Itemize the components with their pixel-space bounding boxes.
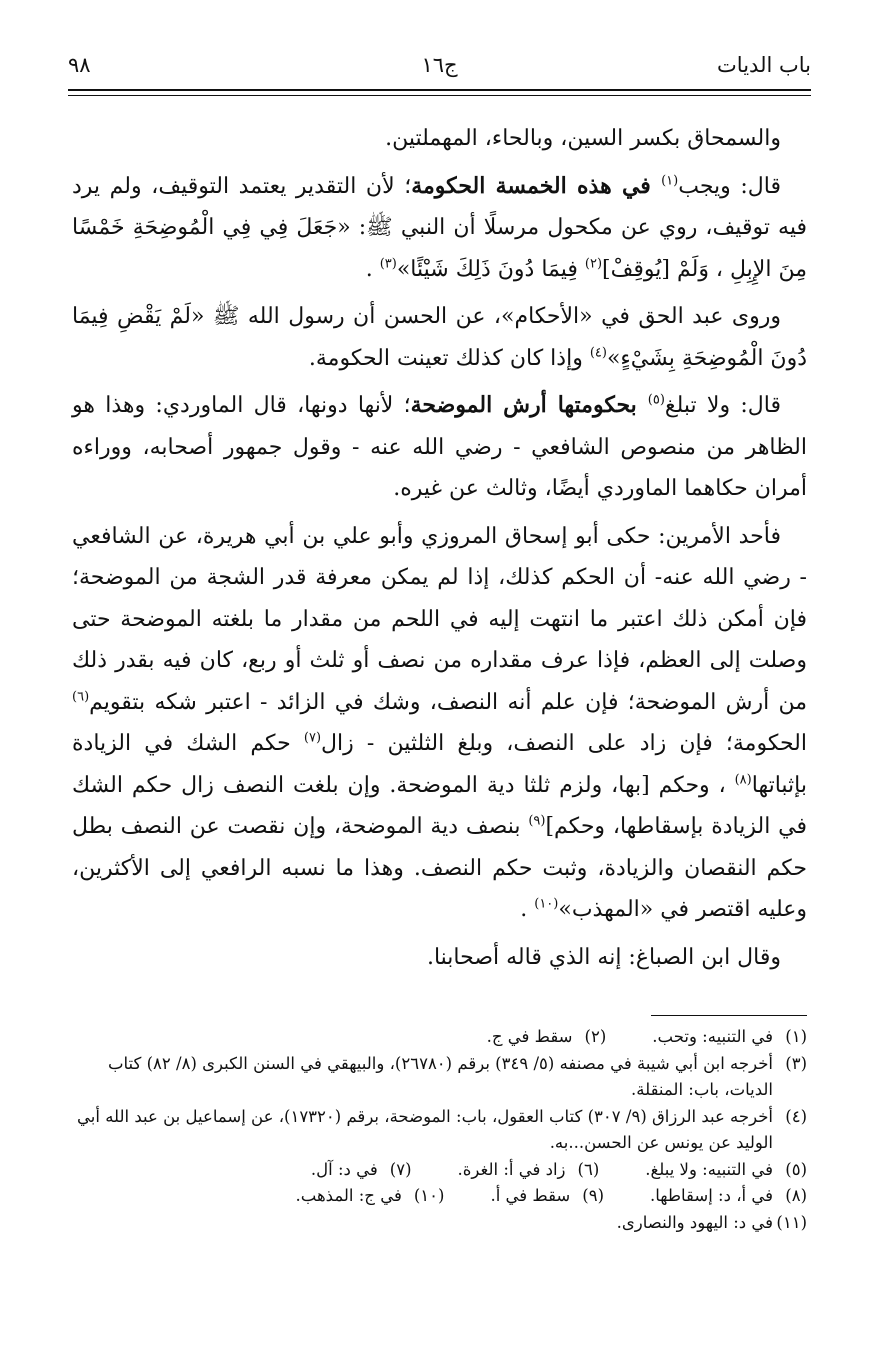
footnote-ref-2[interactable]: (٢) bbox=[584, 256, 603, 272]
footnote-row bbox=[72, 1024, 807, 1051]
paragraph-4: قال: ولا تبلغ$^{(٥)}$ بحكومتها أرش الموضحة؛ لأنها دونها، قال الماوردي: وهذا هو الظاهر من منصوص الشافعي - رضي الله عنه - وقول جمهور أصحابه، ووراءه أمران حكاهما الماوردي أيضًا، وثالث عن غيره. bbox=[72, 392, 807, 501]
footnote-5: في التنبيه: ولا يبلغ. bbox=[645, 1159, 773, 1179]
volume-number: ج١٦ bbox=[421, 53, 458, 77]
footnote-number: (١) bbox=[785, 1027, 807, 1046]
footnote-ref-7[interactable]: (٧) bbox=[303, 730, 322, 746]
footnote-6: (٦)زاد في أ: الغرة. bbox=[457, 1159, 600, 1179]
footnote-ref-9[interactable]: (٩) bbox=[528, 813, 546, 829]
main-text bbox=[72, 118, 807, 984]
footnote-ref-3[interactable]: (٣) bbox=[379, 256, 397, 272]
paragraph-3: وروى عبد الحق في «الأحكام»، عن الحسن أن رسول الله ﷺ «لَمْ يَقْضِ فِيمَا دُونَ الْمُوضِحَةِ بِشَيْءٍ»$^{(٤)}$ وإذا كان كذلك تعينت الحكومة. bbox=[72, 304, 807, 371]
paragraph-1: والسمحاق بكسر السين، وبالحاء، المهملتين. bbox=[385, 126, 781, 151]
footnote-ref-10[interactable]: (١٠) bbox=[534, 896, 559, 912]
footnote-number: (٥) bbox=[785, 1159, 807, 1179]
footnote-ref-8[interactable]: (٨) bbox=[734, 772, 752, 788]
footnote-9: (٩)سقط في أ. bbox=[490, 1186, 604, 1205]
header-rule-thick bbox=[68, 89, 811, 91]
footnote-number: (٣) bbox=[785, 1053, 807, 1073]
paragraph-6: وقال ابن الصباغ: إنه الذي قاله أصحابنا. bbox=[426, 944, 781, 970]
footnote-1: في التنبيه: وتحب. bbox=[652, 1027, 773, 1046]
footnote-row bbox=[72, 1157, 807, 1184]
paragraph-2: قال: ويجب$^{(١)}$ في هذه الخمسة الحكومة؛ لأن التقدير يعتمد التوقيف، ولم يرد فيه توقيف، روي عن مكحول مرسلًا أن النبي ﷺ: «جَعَلَ فِي فِي الْمُوضِحَةِ خَمْسًا مِنَ الإِبِلِ ، وَلَمْ [يُوقِفْ]$^{(٢)}$ فِيمَا دُونَ ذَلِكَ شَيْئًا»$^{(٣)}$ . bbox=[72, 172, 807, 282]
footnote-ref-5[interactable]: (٥) bbox=[647, 392, 665, 408]
bold-phrase: بحكومتها أرش الموضحة bbox=[410, 392, 648, 418]
footnote-ref-4[interactable]: (٤) bbox=[589, 345, 607, 361]
running-header bbox=[68, 48, 811, 82]
footnote-row bbox=[72, 1183, 807, 1210]
bold-phrase: في هذه الخمسة الحكومة bbox=[411, 172, 662, 199]
footnote-10: (١٠)في ج: المذهب. bbox=[295, 1186, 445, 1205]
footnote-number: (٨) bbox=[785, 1186, 807, 1205]
footnote-4: (٤) أخرجه عبد الرزاق (٩/ ٣٠٧) كتاب العقول، باب: الموضحة، برقم (١٧٣٢٠)، عن إسماعيل بن عبد الله أبي الوليد عن يونس عن الحسن...به. bbox=[72, 1104, 807, 1157]
page-number: ٩٨ bbox=[68, 53, 91, 77]
footnote-number: (٤) bbox=[785, 1106, 807, 1126]
paragraph-5: فأحد الأمرين: حكى أبو إسحاق المروزي وأبو علي بن أبي هريرة، عن الشافعي - رضي الله عنه- أن الحكم كذلك، إذا لم يمكن معرفة قدر الشجة من الموضحة؛ فإن أمكن ذلك اعتبر ما انتهت إليه في اللحم من مقدار ما بلغته الموضحة حتى وصلت إلى العظم، فإذا عرف مقداره من نصف أو ثلث أو ربع، كان فيه بقدر ذلك من أرش الموضحة؛ فإن علم أنه النصف، وشك في الزائد - اعتبر شكه بتقويم$^{(٦)}$ الحكومة؛ فإن زاد على النصف، وبلغ الثلثين - زال$^{(٧)}$ حكم الشك في الزيادة بإثباتها$^{(٨)}$ ، وحكم [بها، ولزم ثلثا دية الموضحة. وإن بلغت النصف زال حكم الشك في الزيادة بإسقاطها، وحكم]$^{(٩)}$ بنصف دية الموضحة، وإن نقصت عن النصف بطل حكم النقصان والزيادة، وثبت حكم النصف. وهذا ما نسبه الرافعي إلى الأكثرين، وعليه اقتصر في «المهذب»$^{(١٠)}$ . bbox=[72, 523, 807, 922]
footnote-11: (١١) في د: اليهود والنصارى. bbox=[72, 1210, 807, 1237]
footnote-ref-6[interactable]: (٦) bbox=[72, 689, 90, 705]
footnote-number: (١١) bbox=[776, 1212, 807, 1232]
header-rule-thin bbox=[68, 95, 811, 96]
footnote-2: (٢)سقط في ج. bbox=[486, 1027, 607, 1046]
footnote-8: في أ، د: إسقاطها. bbox=[650, 1186, 773, 1205]
footnote-ref-1[interactable]: (١) bbox=[661, 173, 679, 189]
footnote-separator bbox=[651, 1015, 807, 1016]
footnote-7: (٧)في د: آل. bbox=[310, 1159, 412, 1179]
footnote-3: (٣) أخرجه ابن أبي شيبة في مصنفه (٥/ ٣٤٩) برقم (٢٦٧٨٠)، والبيهقي في السنن الكبرى (٨/ ٨٢) كتاب الديات، باب: المنقلة. bbox=[72, 1051, 807, 1104]
footnotes bbox=[72, 1024, 807, 1236]
chapter-title: باب الديات bbox=[717, 53, 811, 77]
